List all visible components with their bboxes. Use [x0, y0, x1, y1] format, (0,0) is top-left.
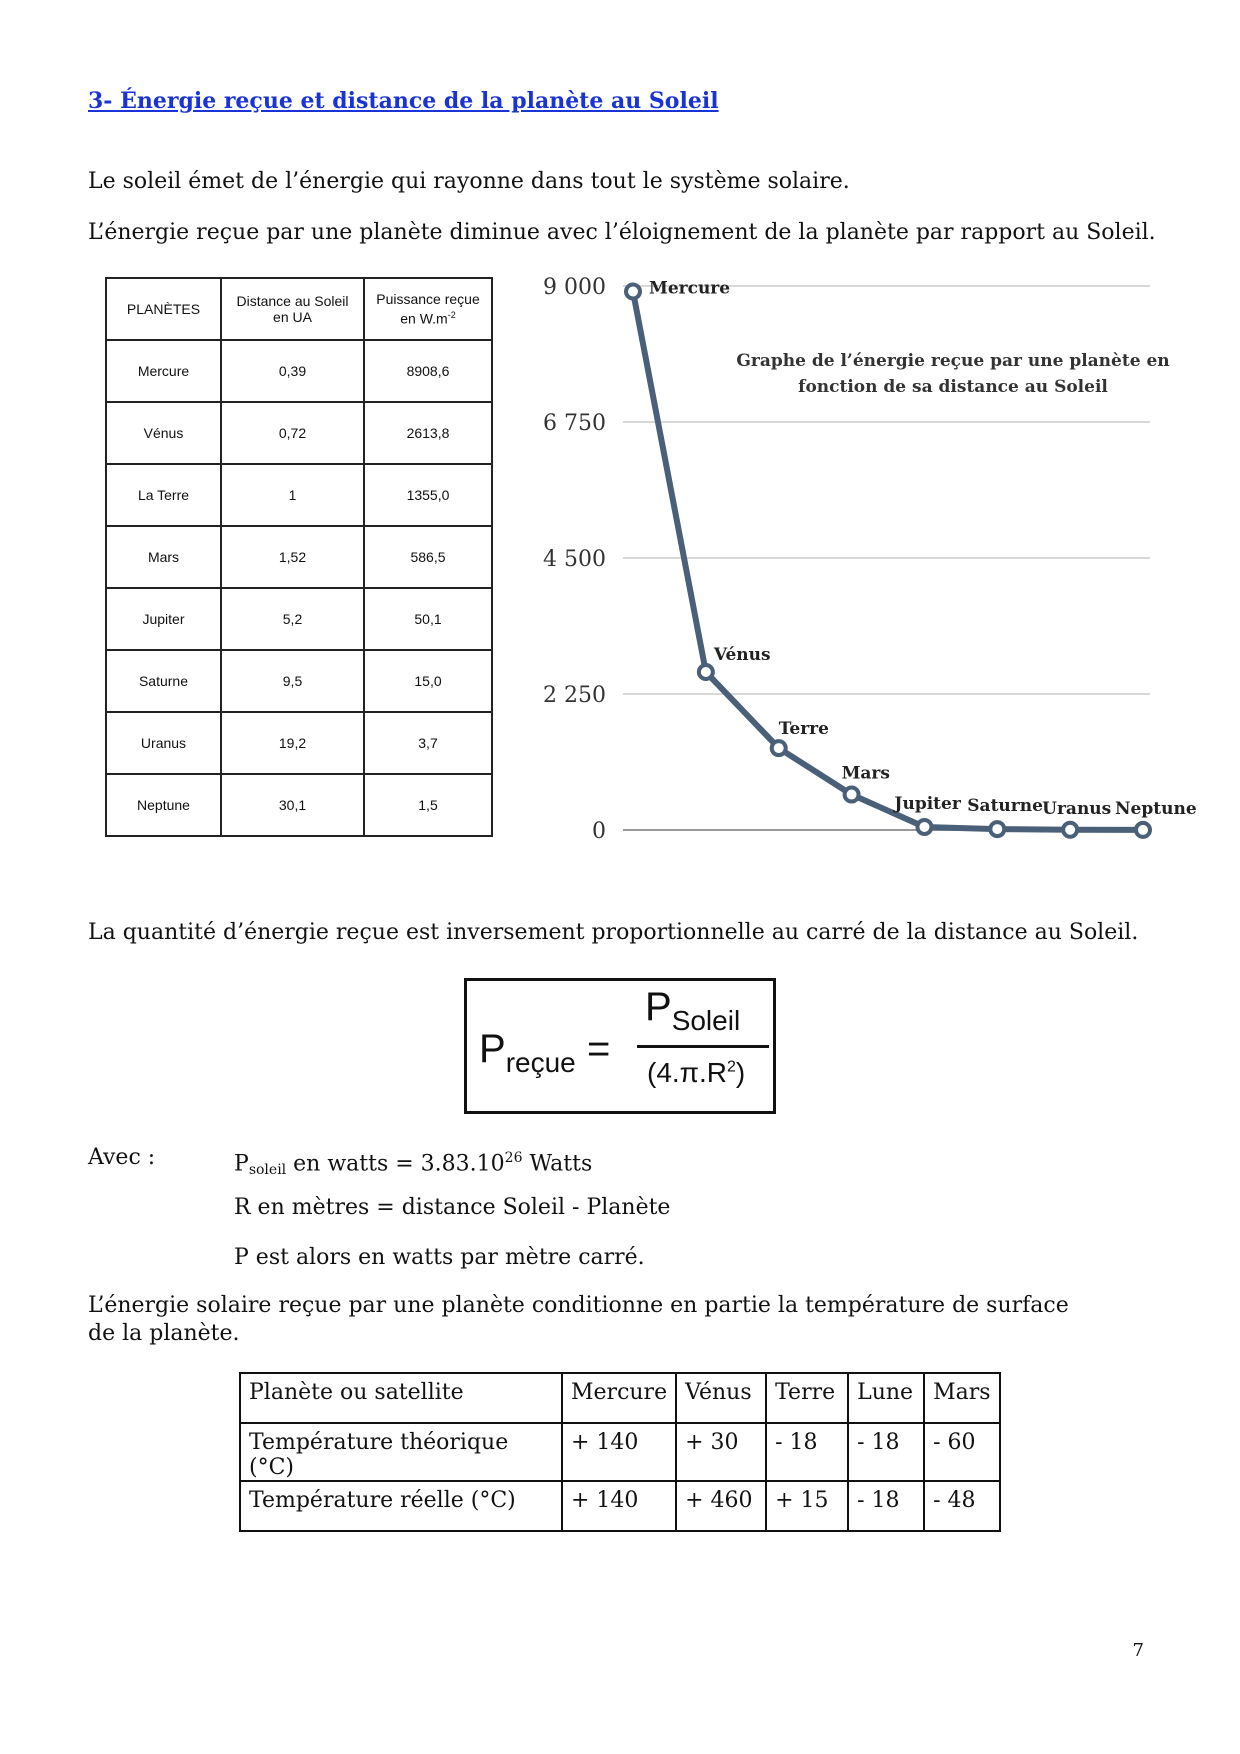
data-point [845, 788, 859, 802]
point-label: Terre [778, 719, 829, 740]
section-title[interactable]: 3- Énergie reçue et distance de la planète au Soleil [88, 88, 719, 114]
fraction-bar [637, 1045, 769, 1048]
temp-cell: + 140 [562, 1423, 676, 1481]
planet-row [106, 340, 492, 402]
distance-cell: 5,2 [221, 588, 364, 650]
psoleil-exponent: 26 [504, 1150, 523, 1166]
avec-line-3: P est alors en watts par mètre carré. [234, 1245, 645, 1270]
planet-name-cell: Jupiter [106, 588, 221, 650]
y-tick-label: 9 000 [543, 275, 606, 300]
data-point [699, 665, 713, 679]
planet-row [106, 526, 492, 588]
formula-den-exponent: 2 [727, 1058, 736, 1076]
distance-cell: 1,52 [221, 526, 364, 588]
psoleil-symbol: P [234, 1151, 249, 1177]
data-point [772, 741, 786, 755]
planet-name-cell: Vénus [106, 402, 221, 464]
temp-cell: - 48 [924, 1481, 1000, 1531]
temperature-table-body [240, 1373, 1000, 1531]
planet-table-body [106, 340, 492, 836]
temp-header-row [240, 1373, 1000, 1423]
chart-title-line-1: Graphe de l’énergie reçue par une planète en [736, 351, 1170, 371]
planet-row [106, 464, 492, 526]
point-label: Mars [841, 763, 890, 784]
temp-row [240, 1423, 1000, 1481]
power-cell: 3,7 [364, 712, 492, 774]
formula-lhs [479, 1027, 576, 1078]
temp-cell: Mars [924, 1373, 1000, 1423]
power-cell: 586,5 [364, 526, 492, 588]
distance-cell: 0,39 [221, 340, 364, 402]
planet-row [106, 588, 492, 650]
temp-row-label: Température théorique (°C) [240, 1423, 562, 1481]
data-point [917, 820, 931, 834]
formula-box [464, 978, 776, 1114]
point-label: Mercure [649, 278, 731, 299]
temp-cell: + 30 [676, 1423, 766, 1481]
planet-row [106, 650, 492, 712]
temp-row [240, 1481, 1000, 1531]
point-label: Uranus [1042, 798, 1112, 819]
planet-name-cell: La Terre [106, 464, 221, 526]
data-point [626, 285, 640, 299]
temperature-table [239, 1372, 1001, 1532]
formula-lhs-symbol: P [479, 1027, 506, 1071]
planet-name-cell: Neptune [106, 774, 221, 836]
temp-cell: Vénus [676, 1373, 766, 1423]
formula-denominator [647, 1057, 745, 1089]
planet-row [106, 774, 492, 836]
page-number: 7 [1132, 1640, 1144, 1661]
temp-cell: - 60 [924, 1423, 1000, 1481]
power-cell: 1355,0 [364, 464, 492, 526]
psoleil-unit: Watts [522, 1151, 593, 1177]
table-header-row [106, 278, 492, 340]
header-power-text: Puissance reçue en W.m [376, 291, 480, 327]
temp-cell: - 18 [848, 1423, 924, 1481]
point-label: Vénus [713, 645, 771, 666]
point-label: Jupiter [894, 793, 961, 814]
formula-den-close: ) [735, 1057, 746, 1088]
avec-line-2: R en mètres = distance Soleil - Planète [234, 1195, 671, 1220]
power-cell: 15,0 [364, 650, 492, 712]
y-tick-label: 0 [592, 819, 606, 844]
point-label: Saturne [967, 796, 1043, 817]
header-planets: PLANÈTES [106, 278, 221, 340]
formula-equals: = [587, 1027, 611, 1071]
distance-cell: 0,72 [221, 402, 364, 464]
chart-title-line-2: fonction de sa distance au Soleil [798, 377, 1108, 397]
header-distance: Distance au Soleil en UA [221, 278, 364, 340]
planet-name-cell: Mars [106, 526, 221, 588]
formula-numerator [645, 985, 741, 1036]
distance-cell: 1 [221, 464, 364, 526]
energy-chart [528, 262, 1197, 852]
y-tick-label: 4 500 [543, 547, 606, 572]
series-line [633, 292, 1143, 830]
chart-y-ticks [543, 275, 606, 844]
psoleil-text: en watts = 3.83.10 [286, 1151, 505, 1177]
temp-cell: - 18 [848, 1481, 924, 1531]
psoleil-subscript: soleil [248, 1162, 287, 1179]
temp-cell: + 15 [766, 1481, 848, 1531]
avec-line-1 [234, 1144, 592, 1180]
proportionality-paragraph: La quantité d’énergie reçue est inversement proportionnelle au carré de la distance au Soleil. [88, 920, 1139, 945]
temp-cell: + 460 [676, 1481, 766, 1531]
planet-row [106, 712, 492, 774]
header-power-exponent: -2 [447, 310, 456, 321]
formula-den-text: (4.π.R [647, 1057, 727, 1088]
temp-cell: Lune [848, 1373, 924, 1423]
intro-paragraph-1: Le soleil émet de l’énergie qui rayonne dans tout le système solaire. [88, 169, 850, 194]
distance-cell: 30,1 [221, 774, 364, 836]
power-cell: 2613,8 [364, 402, 492, 464]
data-point [990, 822, 1004, 836]
planet-name-cell: Mercure [106, 340, 221, 402]
avec-label: Avec : [88, 1145, 156, 1170]
temp-cell: Terre [766, 1373, 848, 1423]
power-cell: 1,5 [364, 774, 492, 836]
y-tick-label: 6 750 [543, 411, 606, 436]
planet-name-cell: Saturne [106, 650, 221, 712]
distance-cell: 19,2 [221, 712, 364, 774]
temp-row-label: Température réelle (°C) [240, 1481, 562, 1531]
temp-row-label: Planète ou satellite [240, 1373, 562, 1423]
point-label: Neptune [1115, 798, 1197, 819]
y-tick-label: 2 250 [543, 683, 606, 708]
data-point [1136, 823, 1150, 837]
formula-num-subscript: Soleil [671, 1005, 741, 1036]
temp-cell: Mercure [562, 1373, 676, 1423]
distance-cell: 9,5 [221, 650, 364, 712]
planet-row [106, 402, 492, 464]
power-cell: 50,1 [364, 588, 492, 650]
power-cell: 8908,6 [364, 340, 492, 402]
header-power [364, 278, 492, 340]
planet-name-cell: Uranus [106, 712, 221, 774]
temp-cell: - 18 [766, 1423, 848, 1481]
intro-paragraph-2: L’énergie reçue par une planète diminue avec l’éloignement de la planète par rapport au Soleil. [88, 220, 1156, 245]
formula-lhs-subscript: reçue [505, 1047, 576, 1078]
temp-cell: + 140 [562, 1481, 676, 1531]
data-point [1063, 823, 1077, 837]
temperature-intro: L’énergie solaire reçue par une planète conditionne en partie la température de surface de la planète. [88, 1293, 1069, 1346]
formula-num-symbol: P [645, 985, 672, 1029]
planet-energy-table [105, 277, 493, 837]
